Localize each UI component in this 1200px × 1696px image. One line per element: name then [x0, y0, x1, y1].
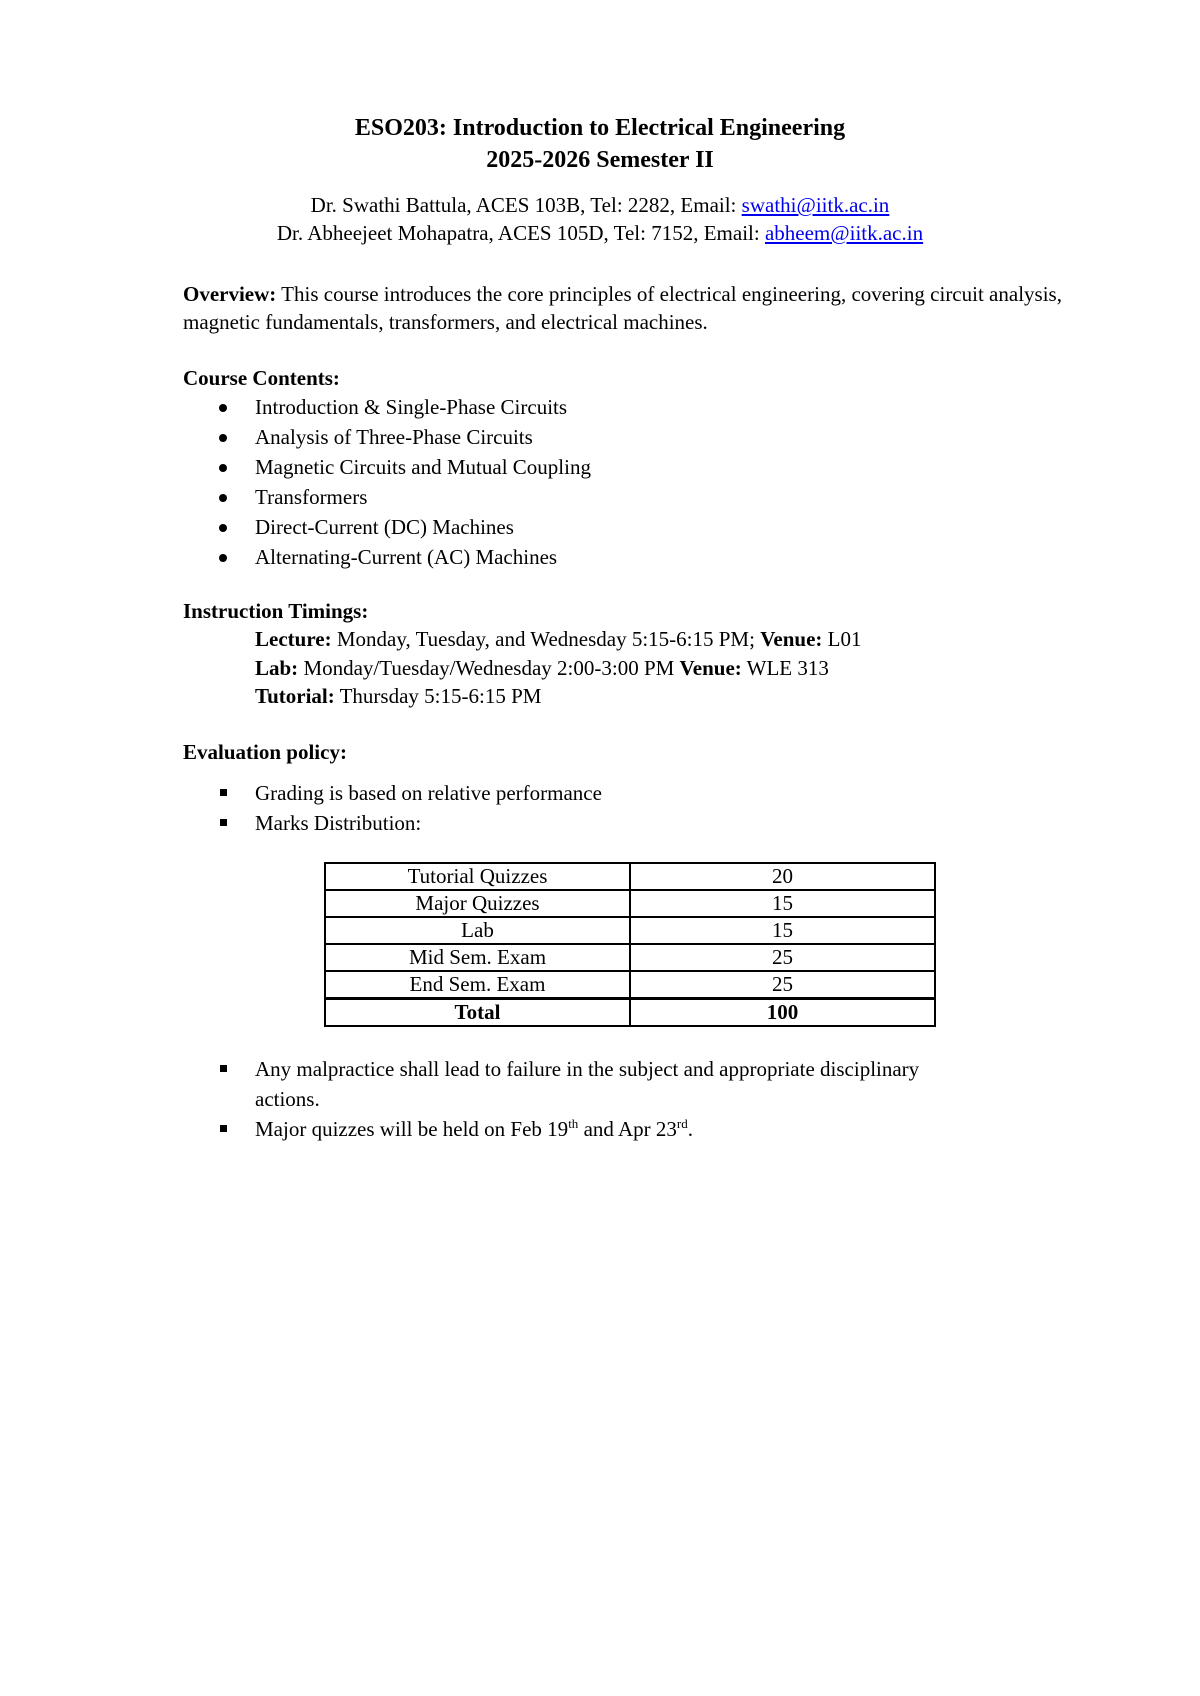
list-item-text: Magnetic Circuits and Mutual Coupling [255, 455, 591, 479]
table-cell-component: Tutorial Quizzes [325, 863, 630, 890]
square-bullet-icon [220, 1125, 227, 1132]
instructor-2-details: Dr. Abheejeet Mohapatra, ACES 105D, Tel: 7152, Email: [276, 221, 765, 245]
table-row [325, 890, 935, 917]
quiz-date-suffix-1: th [568, 1116, 579, 1131]
quiz-date-suffix-2: rd [676, 1116, 688, 1131]
list-item [183, 452, 1063, 482]
table-cell-marks: 15 [630, 917, 935, 944]
table-total-row [325, 999, 935, 1027]
lecture-time: Monday, Tuesday, and Wednesday 5:15-6:15 PM; [331, 627, 761, 651]
list-item-text: Alternating-Current (AC) Machines [255, 545, 558, 569]
square-bullet-icon [220, 1065, 227, 1072]
semester-title: 2025-2026 Semester II [486, 147, 714, 173]
table-row [325, 917, 935, 944]
course-contents-list [183, 392, 1063, 572]
course-contents-heading: Course Contents: [183, 366, 340, 390]
table-cell-marks: 20 [630, 863, 935, 890]
square-bullet-icon [220, 789, 227, 796]
quiz-dates-end: . [687, 1117, 693, 1141]
table-cell-component: End Sem. Exam [325, 971, 630, 999]
marks-distribution-table [324, 862, 936, 1027]
overview-paragraph [183, 280, 1063, 336]
total-value: 100 [630, 999, 935, 1027]
tutorial-time: Thursday 5:15-6:15 PM [334, 684, 542, 708]
table-cell-component: Lab [325, 917, 630, 944]
table-cell-component: Major Quizzes [325, 890, 630, 917]
lab-label: Lab: [255, 656, 299, 680]
list-item [183, 392, 1063, 422]
table-cell-marks: 15 [630, 890, 935, 917]
evaluation-policy-heading: Evaluation policy: [183, 740, 347, 764]
list-item [183, 1114, 1063, 1144]
instructor-1 [0, 192, 1200, 218]
list-item-text: Marks Distribution: [255, 811, 422, 835]
table-cell-component: Mid Sem. Exam [325, 944, 630, 971]
lecture-timing [255, 625, 862, 653]
lecture-label: Lecture: [255, 627, 332, 651]
list-item-text: Direct-Current (DC) Machines [255, 515, 514, 539]
list-item [183, 482, 1063, 512]
lecture-venue: L01 [822, 627, 862, 651]
malpractice-text: Any malpractice shall lead to failure in the subject and appropriate disciplinary actions. [255, 1057, 920, 1111]
instructor-1-details: Dr. Swathi Battula, ACES 103B, Tel: 2282, Email: [310, 193, 742, 217]
bullet-icon [219, 554, 227, 562]
table-row [325, 971, 935, 999]
overview-text: This course introduces the core principles of electrical engineering, covering circuit analysis, magnetic fundamentals, transformers, and electrical machines. [183, 282, 1062, 334]
list-item-text: Transformers [255, 485, 368, 509]
list-item-text: Introduction & Single-Phase Circuits [255, 395, 568, 419]
bullet-icon [219, 524, 227, 532]
bullet-icon [219, 434, 227, 442]
instructor-2 [0, 220, 1200, 246]
table-row [325, 863, 935, 890]
lecture-venue-label: Venue: [760, 627, 823, 651]
tutorial-timing [255, 682, 541, 710]
overview-label: Overview: [183, 282, 277, 306]
bullet-icon [219, 404, 227, 412]
lab-venue: WLE 313 [741, 656, 829, 680]
quiz-dates-text: Major quizzes will be held on Feb 19 [255, 1117, 569, 1141]
evaluation-list-top [183, 778, 1063, 838]
list-item [183, 778, 1063, 808]
lab-time: Monday/Tuesday/Wednesday 2:00-3:00 PM [298, 656, 680, 680]
bullet-icon [219, 494, 227, 502]
list-item [183, 542, 1063, 572]
lab-venue-label: Venue: [679, 656, 742, 680]
list-item [183, 512, 1063, 542]
square-bullet-icon [220, 819, 227, 826]
table-cell-marks: 25 [630, 971, 935, 999]
table-row [325, 944, 935, 971]
evaluation-list-bottom [183, 1054, 1063, 1144]
list-item [183, 808, 1063, 838]
list-item [183, 422, 1063, 452]
table-cell-marks: 25 [630, 944, 935, 971]
course-title: ESO203: Introduction to Electrical Engineering [354, 115, 846, 141]
instructor-2-email-link[interactable]: abheem@iitk.ac.in [764, 221, 924, 245]
quiz-dates-mid: and Apr 23 [578, 1117, 677, 1141]
instruction-timings-heading: Instruction Timings: [183, 599, 369, 623]
list-item-text: Grading is based on relative performance [255, 781, 602, 805]
list-item-text: Analysis of Three-Phase Circuits [255, 425, 533, 449]
lab-timing [255, 654, 829, 682]
total-label: Total [325, 999, 630, 1027]
tutorial-label: Tutorial: [255, 684, 335, 708]
bullet-icon [219, 464, 227, 472]
list-item [183, 1054, 1063, 1114]
instructor-1-email-link[interactable]: swathi@iitk.ac.in [741, 193, 890, 217]
